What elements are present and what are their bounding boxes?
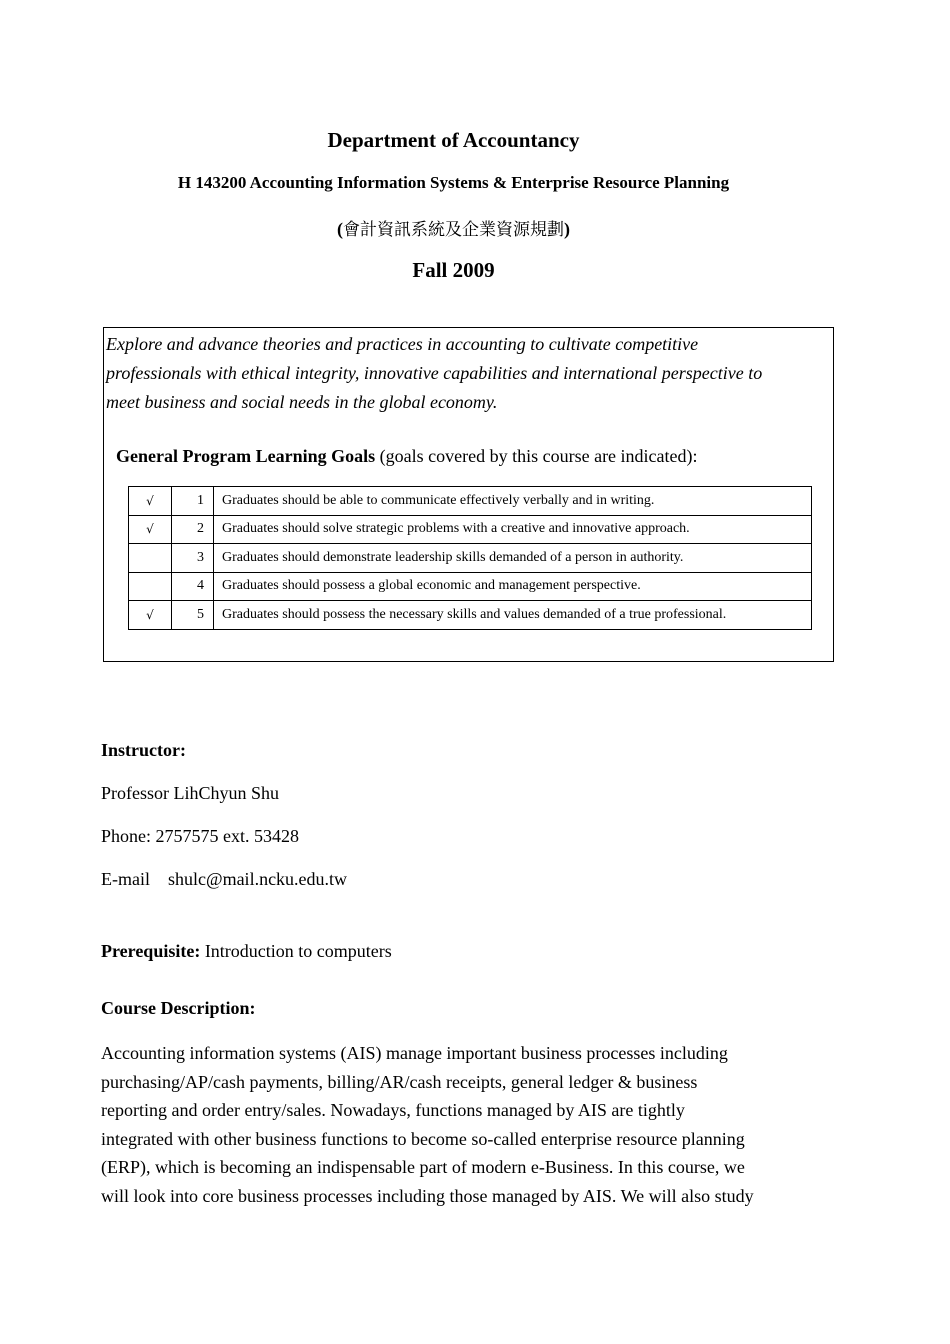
term-title: Fall 2009 xyxy=(412,258,495,282)
mission-line: Explore and advance theories and practices in accounting to cultivate competitive xyxy=(106,334,699,354)
paren-close: ) xyxy=(564,219,570,239)
description-line: integrated with other business functions to become so-called enterprise resource planning xyxy=(101,1128,745,1149)
goal-text: Graduates should possess a global economic and management perspective. xyxy=(214,572,812,601)
mission-line: professionals with ethical integrity, innovative capabilities and international perspective to xyxy=(106,363,763,383)
check-mark: √ xyxy=(129,515,172,544)
description-line: purchasing/AP/cash payments, billing/AR/cash receipts, general ledger & business xyxy=(101,1071,698,1092)
description-line: Accounting information systems (AIS) manage important business processes including xyxy=(101,1043,728,1063)
goal-text: Graduates should demonstrate leadership skills demanded of a person in authority. xyxy=(214,544,812,573)
goal-number: 3 xyxy=(172,544,214,573)
goals-heading-bold: General Program Learning Goals xyxy=(116,446,376,466)
chinese-course-title xyxy=(0,215,907,240)
goal-text: Graduates should be able to communicate effectively verbally and in writing. xyxy=(214,487,812,516)
prerequisite-line xyxy=(101,941,392,962)
department-title: Department of Accountancy xyxy=(327,128,580,152)
description-line: will look into core business processes including those managed by AIS. We will also study xyxy=(101,1185,754,1206)
chinese-title-text: 會計資訊系統及企業資源規劃 xyxy=(343,220,564,240)
course-description-label: Course Description: xyxy=(101,998,256,1018)
check-mark xyxy=(129,572,172,601)
mission-box xyxy=(103,327,834,662)
table-row xyxy=(129,544,812,573)
description-line: (ERP), which is becoming an indispensable part of modern e-Business. In this course, we xyxy=(101,1157,745,1178)
instructor-name: Professor LihChyun Shu xyxy=(101,783,280,803)
goal-text: Graduates should solve strategic problems with a creative and innovative approach. xyxy=(214,515,812,544)
paren-open: ( xyxy=(337,219,343,239)
mission-statement xyxy=(106,330,821,417)
table-row xyxy=(129,601,812,630)
goal-text: Graduates should possess the necessary skills and values demanded of a true professional. xyxy=(214,601,812,630)
table-row xyxy=(129,487,812,516)
check-mark: √ xyxy=(129,487,172,516)
instructor-email-line xyxy=(101,869,347,890)
goals-heading xyxy=(116,446,698,467)
goal-number: 4 xyxy=(172,572,214,601)
check-mark: √ xyxy=(129,601,172,630)
prerequisite-value: Introduction to computers xyxy=(200,941,392,961)
course-description-text xyxy=(101,1039,811,1211)
prerequisite-label: Prerequisite: xyxy=(101,941,201,961)
goal-number: 5 xyxy=(172,601,214,630)
table-row xyxy=(129,572,812,601)
description-line: reporting and order entry/sales. Nowadays, functions managed by AIS are tightly xyxy=(101,1100,685,1121)
goals-table xyxy=(128,486,812,630)
course-title: H 143200 Accounting Information Systems & Enterprise Resource Planning xyxy=(177,173,730,192)
email-label: E-mail xyxy=(101,869,150,889)
goals-heading-rest: (goals covered by this course are indicated): xyxy=(375,446,698,466)
email-address[interactable]: shulc@mail.ncku.edu.tw xyxy=(168,869,348,889)
check-mark xyxy=(129,544,172,573)
instructor-label: Instructor: xyxy=(101,740,186,760)
goal-number: 1 xyxy=(172,487,214,516)
table-row xyxy=(129,515,812,544)
goal-number: 2 xyxy=(172,515,214,544)
instructor-phone: Phone: 2757575 ext. 53428 xyxy=(101,826,299,846)
mission-line: meet business and social needs in the global economy. xyxy=(106,392,498,412)
